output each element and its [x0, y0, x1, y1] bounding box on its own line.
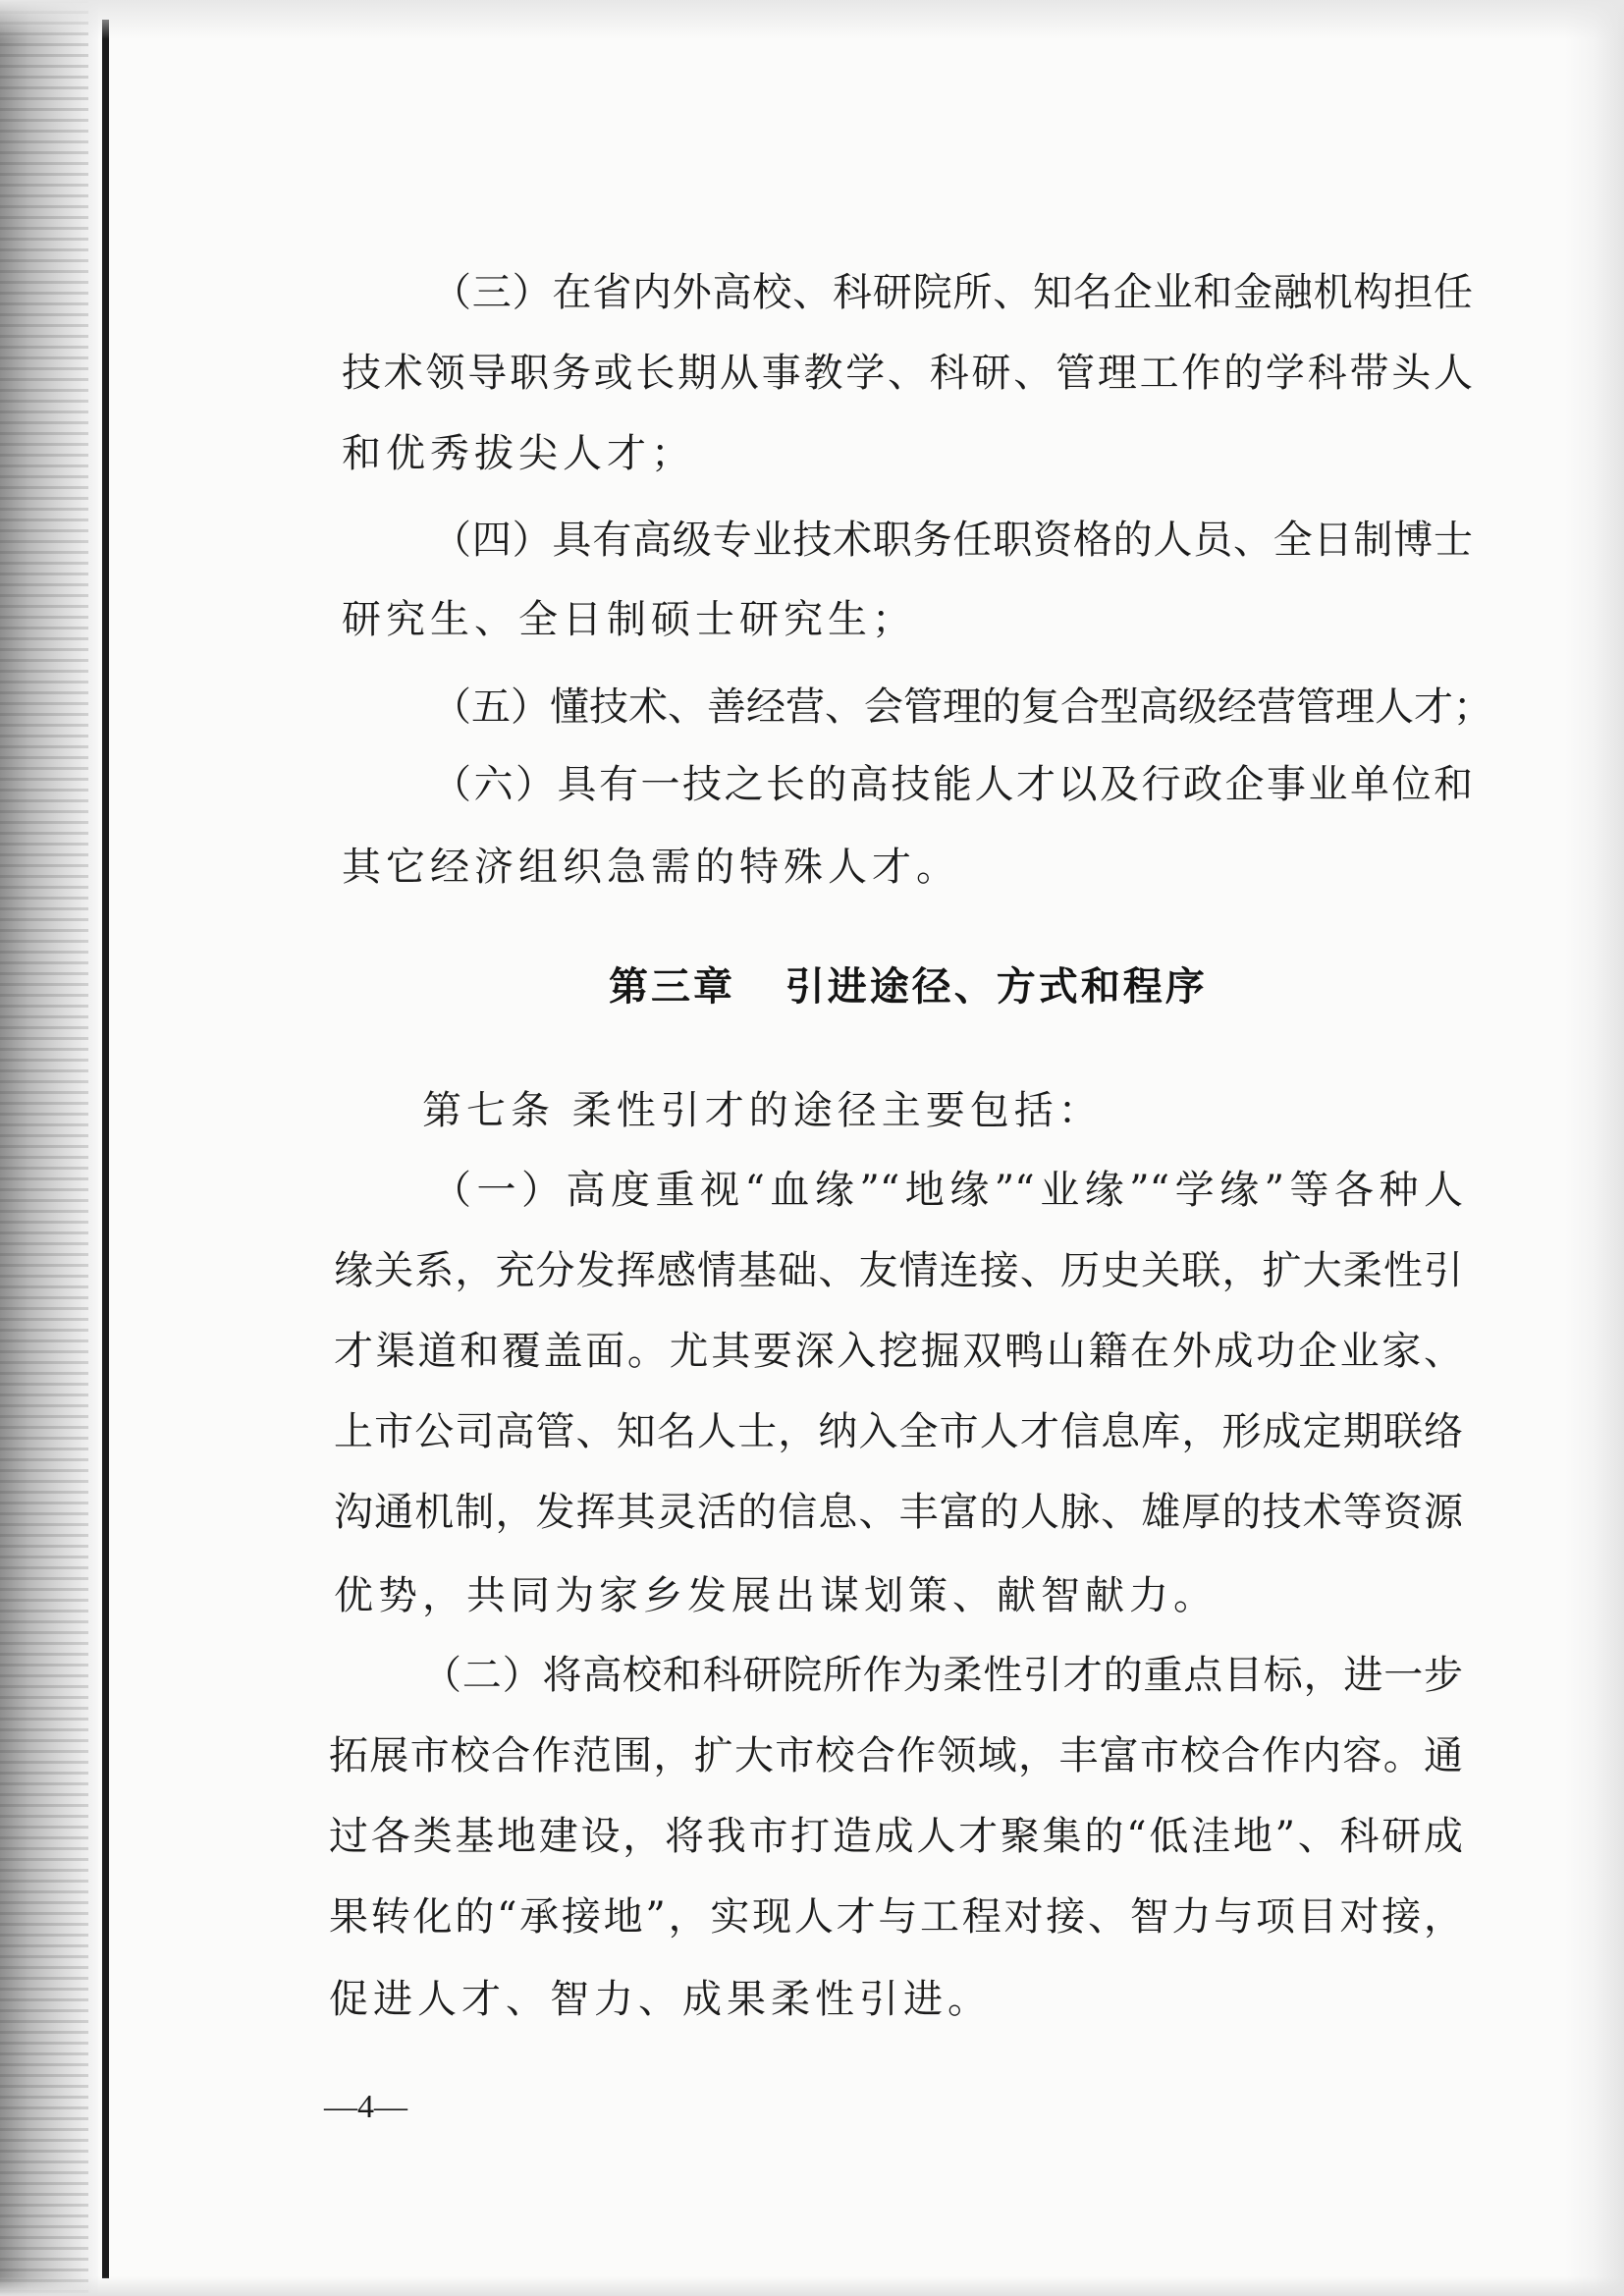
- paragraph-line: （三）在省内外高校、科研院所、知名企业和金融机构担任: [432, 270, 1473, 315]
- paragraph-line: 优势，共同为家乡发展出谋划策、献智献力。: [334, 1573, 1218, 1618]
- paragraph-line: （六）具有一技之长的高技能人才以及行政企事业单位和: [432, 762, 1473, 807]
- scan-edge-shadow-bottom: [0, 2276, 1624, 2296]
- paragraph-line: 其它经济组织急需的特殊人才。: [342, 845, 960, 890]
- binding-edge-line: [102, 20, 109, 2278]
- paragraph-line: 上市公司高管、知名人士，纳入全市人才信息库，形成定期联络: [334, 1409, 1463, 1454]
- paragraph-line: 沟通机制，发挥其灵活的信息、丰富的人脉、雄厚的技术等资源: [334, 1490, 1463, 1535]
- paragraph-line: （四）具有高级专业技术职务任职资格的人员、全日制博士: [432, 518, 1473, 563]
- paragraph-line: （五）懂技术、善经营、会管理的复合型高级经营管理人才；: [432, 684, 1492, 730]
- paragraph-line: 才渠道和覆盖面。尤其要深入挖掘双鸭山籍在外成功企业家、: [334, 1329, 1463, 1374]
- paragraph-line: （一）高度重视“血缘”“地缘”“业缘”“学缘”等各种人: [432, 1168, 1463, 1213]
- paragraph-line: 果转化的“承接地”，实现人才与工程对接、智力与项目对接，: [329, 1894, 1463, 1940]
- page-number: —4—: [324, 2089, 407, 2125]
- paragraph-line: 和优秀拔尖人才；: [342, 431, 695, 476]
- chapter-heading: 第三章 引进途径、方式和程序: [609, 964, 1208, 1010]
- scan-edge-streaks: [0, 0, 88, 2296]
- paragraph-line: 拓展市校合作范围，扩大市校合作领域，丰富市校合作内容。通: [329, 1733, 1463, 1778]
- paragraph-line: （二）将高校和科研院所作为柔性引才的重点目标，进一步: [422, 1653, 1463, 1698]
- paragraph-line: 过各类基地建设，将我市打造成人才聚集的“低洼地”、科研成: [329, 1814, 1463, 1859]
- paragraph-line: 研究生、全日制硕士研究生；: [342, 597, 916, 642]
- article-heading-line: 第七条 柔性引才的途径主要包括：: [422, 1088, 1103, 1133]
- paragraph-line: 技术领导职务或长期从事教学、科研、管理工作的学科带头人: [342, 351, 1473, 396]
- scan-edge-shadow-right: [1565, 0, 1624, 2296]
- scan-edge-shadow-top: [0, 0, 1624, 39]
- paragraph-line: 缘关系，充分发挥感情基础、友情连接、历史关联，扩大柔性引: [334, 1248, 1463, 1293]
- paragraph-line: 促进人才、智力、成果柔性引进。: [329, 1977, 992, 2022]
